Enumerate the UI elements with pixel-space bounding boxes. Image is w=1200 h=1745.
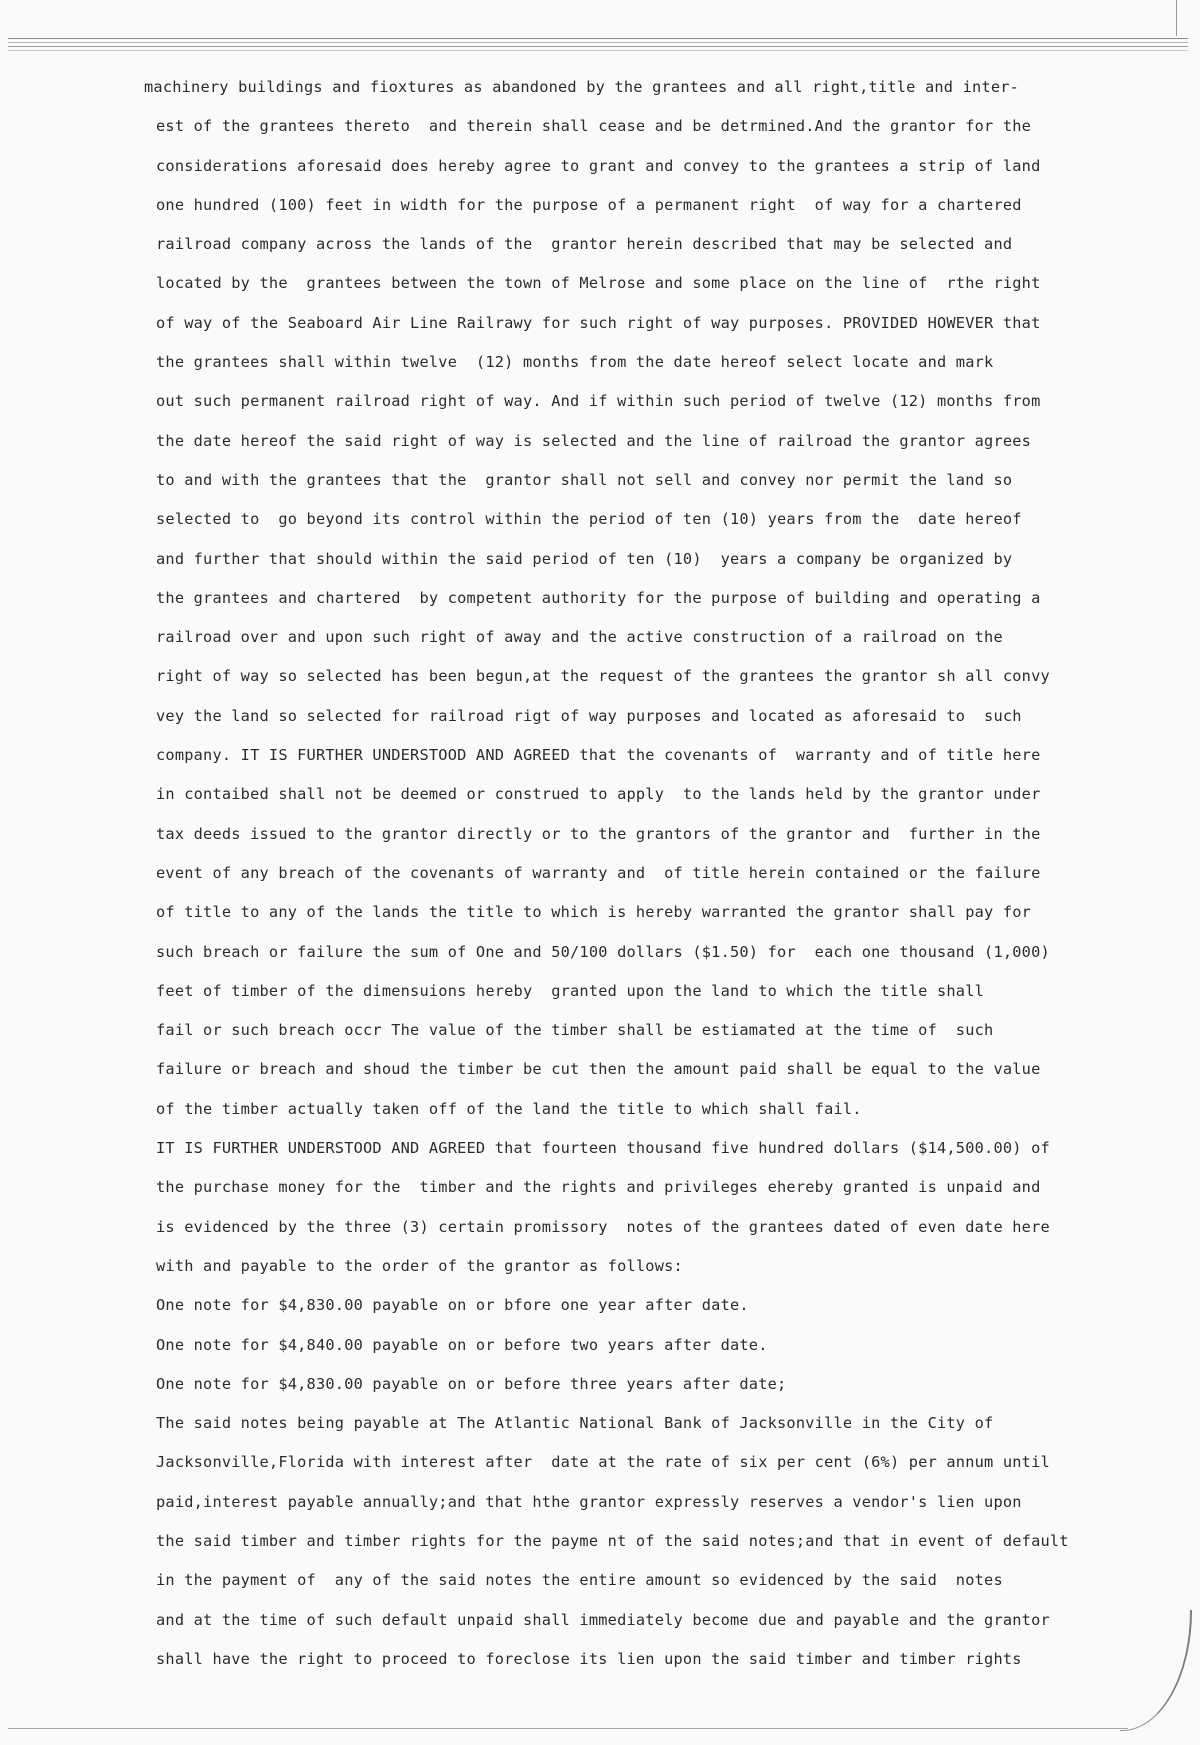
- text-line: to and with the grantees that the grantor shall not sell and convey nor permit the land so: [156, 470, 1013, 489]
- text-line: The said notes being payable at The Atlantic National Bank of Jacksonville in the City of: [156, 1414, 994, 1433]
- page-edge-mark: [1176, 0, 1177, 36]
- text-line: feet of timber of the dimensuions hereby granted upon the land to which the title shall: [156, 981, 985, 1000]
- text-line: event of any breach of the covenants of warranty and of title herein contained or the failure: [156, 863, 1041, 882]
- text-line: shall have the right to proceed to foreclose its lien upon the said timber and timber rights: [156, 1649, 1022, 1668]
- text-line: with and payable to the order of the grantor as follows:: [156, 1256, 683, 1275]
- text-line: IT IS FURTHER UNDERSTOOD AND AGREED that fourteen thousand five hundred dollars ($14,500.00) of: [156, 1139, 1050, 1158]
- text-line: of title to any of the lands the title to which is hereby warranted the grantor shall pay for: [156, 903, 1032, 922]
- text-line: considerations aforesaid does hereby agree to grant and convey to the grantees a strip of land: [156, 156, 1041, 175]
- text-line: paid,interest payable annually;and that hthe grantor expressly reserves a vendor's lien upon: [156, 1492, 1022, 1511]
- text-line: One note for $4,830.00 payable on or bfore one year after date.: [156, 1296, 749, 1315]
- text-line: the date hereof the said right of way is selected and the line of railroad the grantor agrees: [156, 431, 1032, 450]
- text-line: One note for $4,840.00 payable on or before two years after date.: [156, 1335, 768, 1354]
- text-line: out such permanent railroad right of way. And if within such period of twelve (12) months from: [156, 392, 1041, 411]
- text-line: the grantees shall within twelve (12) months from the date hereof select locate and mark: [156, 353, 994, 372]
- top-rule-line: [8, 42, 1188, 43]
- typed-text-body: [144, 68, 1166, 1679]
- text-line: one hundred (100) feet in width for the purpose of a permanent right of way for a chartered: [156, 195, 1022, 214]
- top-rule-line: [8, 50, 1188, 51]
- text-line: railroad over and upon such right of away and the active construction of a railroad on the: [156, 628, 1003, 647]
- text-line: railroad company across the lands of the grantor herein described that may be selected and: [156, 235, 1013, 254]
- text-line: of the timber actually taken off of the land the title to which shall fail.: [156, 1099, 862, 1118]
- text-line: company. IT IS FURTHER UNDERSTOOD AND AGREED that the covenants of warranty and of title here: [156, 746, 1041, 765]
- text-line: the said timber and timber rights for the payme nt of the said notes;and that in event of default: [156, 1531, 1069, 1550]
- text-line: such breach or failure the sum of One and 50/100 dollars ($1.50) for each one thousand (1,000): [156, 942, 1050, 961]
- text-line: est of the grantees thereto and therein shall cease and be detrmined.And the grantor for the: [156, 117, 1032, 136]
- page-curl-edge: [1120, 1610, 1192, 1731]
- text-line: located by the grantees between the town of Melrose and some place on the line of rthe right: [156, 274, 1041, 293]
- text-line: the purchase money for the timber and the rights and privileges ehereby granted is unpaid and: [156, 1178, 1041, 1197]
- text-line: right of way so selected has been begun,at the request of the grantees the grantor sh all convy: [156, 667, 1050, 686]
- bottom-edge-line: [8, 1728, 1128, 1729]
- top-rule-line: [8, 38, 1188, 39]
- text-line: failure or breach and shoud the timber be cut then the amount paid shall be equal to the value: [156, 1060, 1041, 1079]
- text-line: the grantees and chartered by competent authority for the purpose of building and operating a: [156, 588, 1041, 607]
- text-line: is evidenced by the three (3) certain promissory notes of the grantees dated of even date here: [156, 1217, 1050, 1236]
- text-line: fail or such breach occr The value of the timber shall be estiamated at the time of such: [156, 1021, 994, 1040]
- text-line: in the payment of any of the said notes the entire amount so evidenced by the said notes: [156, 1571, 1003, 1590]
- text-line: One note for $4,830.00 payable on or before three years after date;: [156, 1374, 787, 1393]
- text-line: and further that should within the said period of ten (10) years a company be organized by: [156, 549, 1013, 568]
- text-line: in contaibed shall not be deemed or construed to apply to the lands held by the grantor under: [156, 785, 1041, 804]
- text-line: Jacksonville,Florida with interest after date at the rate of six per cent (6%) per annum until: [156, 1453, 1050, 1472]
- text-line: selected to go beyond its control within the period of ten (10) years from the date hereof: [156, 510, 1022, 529]
- text-line: of way of the Seaboard Air Line Railrawy for such right of way purposes. PROVIDED HOWEVER that: [156, 313, 1041, 332]
- top-rule-line: [8, 46, 1188, 47]
- text-line: tax deeds issued to the grantor directly or to the grantors of the grantor and further in the: [156, 824, 1041, 843]
- text-line: vey the land so selected for railroad rigt of way purposes and located as aforesaid to such: [156, 706, 1022, 725]
- text-line: and at the time of such default unpaid shall immediately become due and payable and the grantor: [156, 1610, 1050, 1629]
- text-line: machinery buildings and fioxtures as abandoned by the grantees and all right,title and inter-: [144, 78, 1020, 96]
